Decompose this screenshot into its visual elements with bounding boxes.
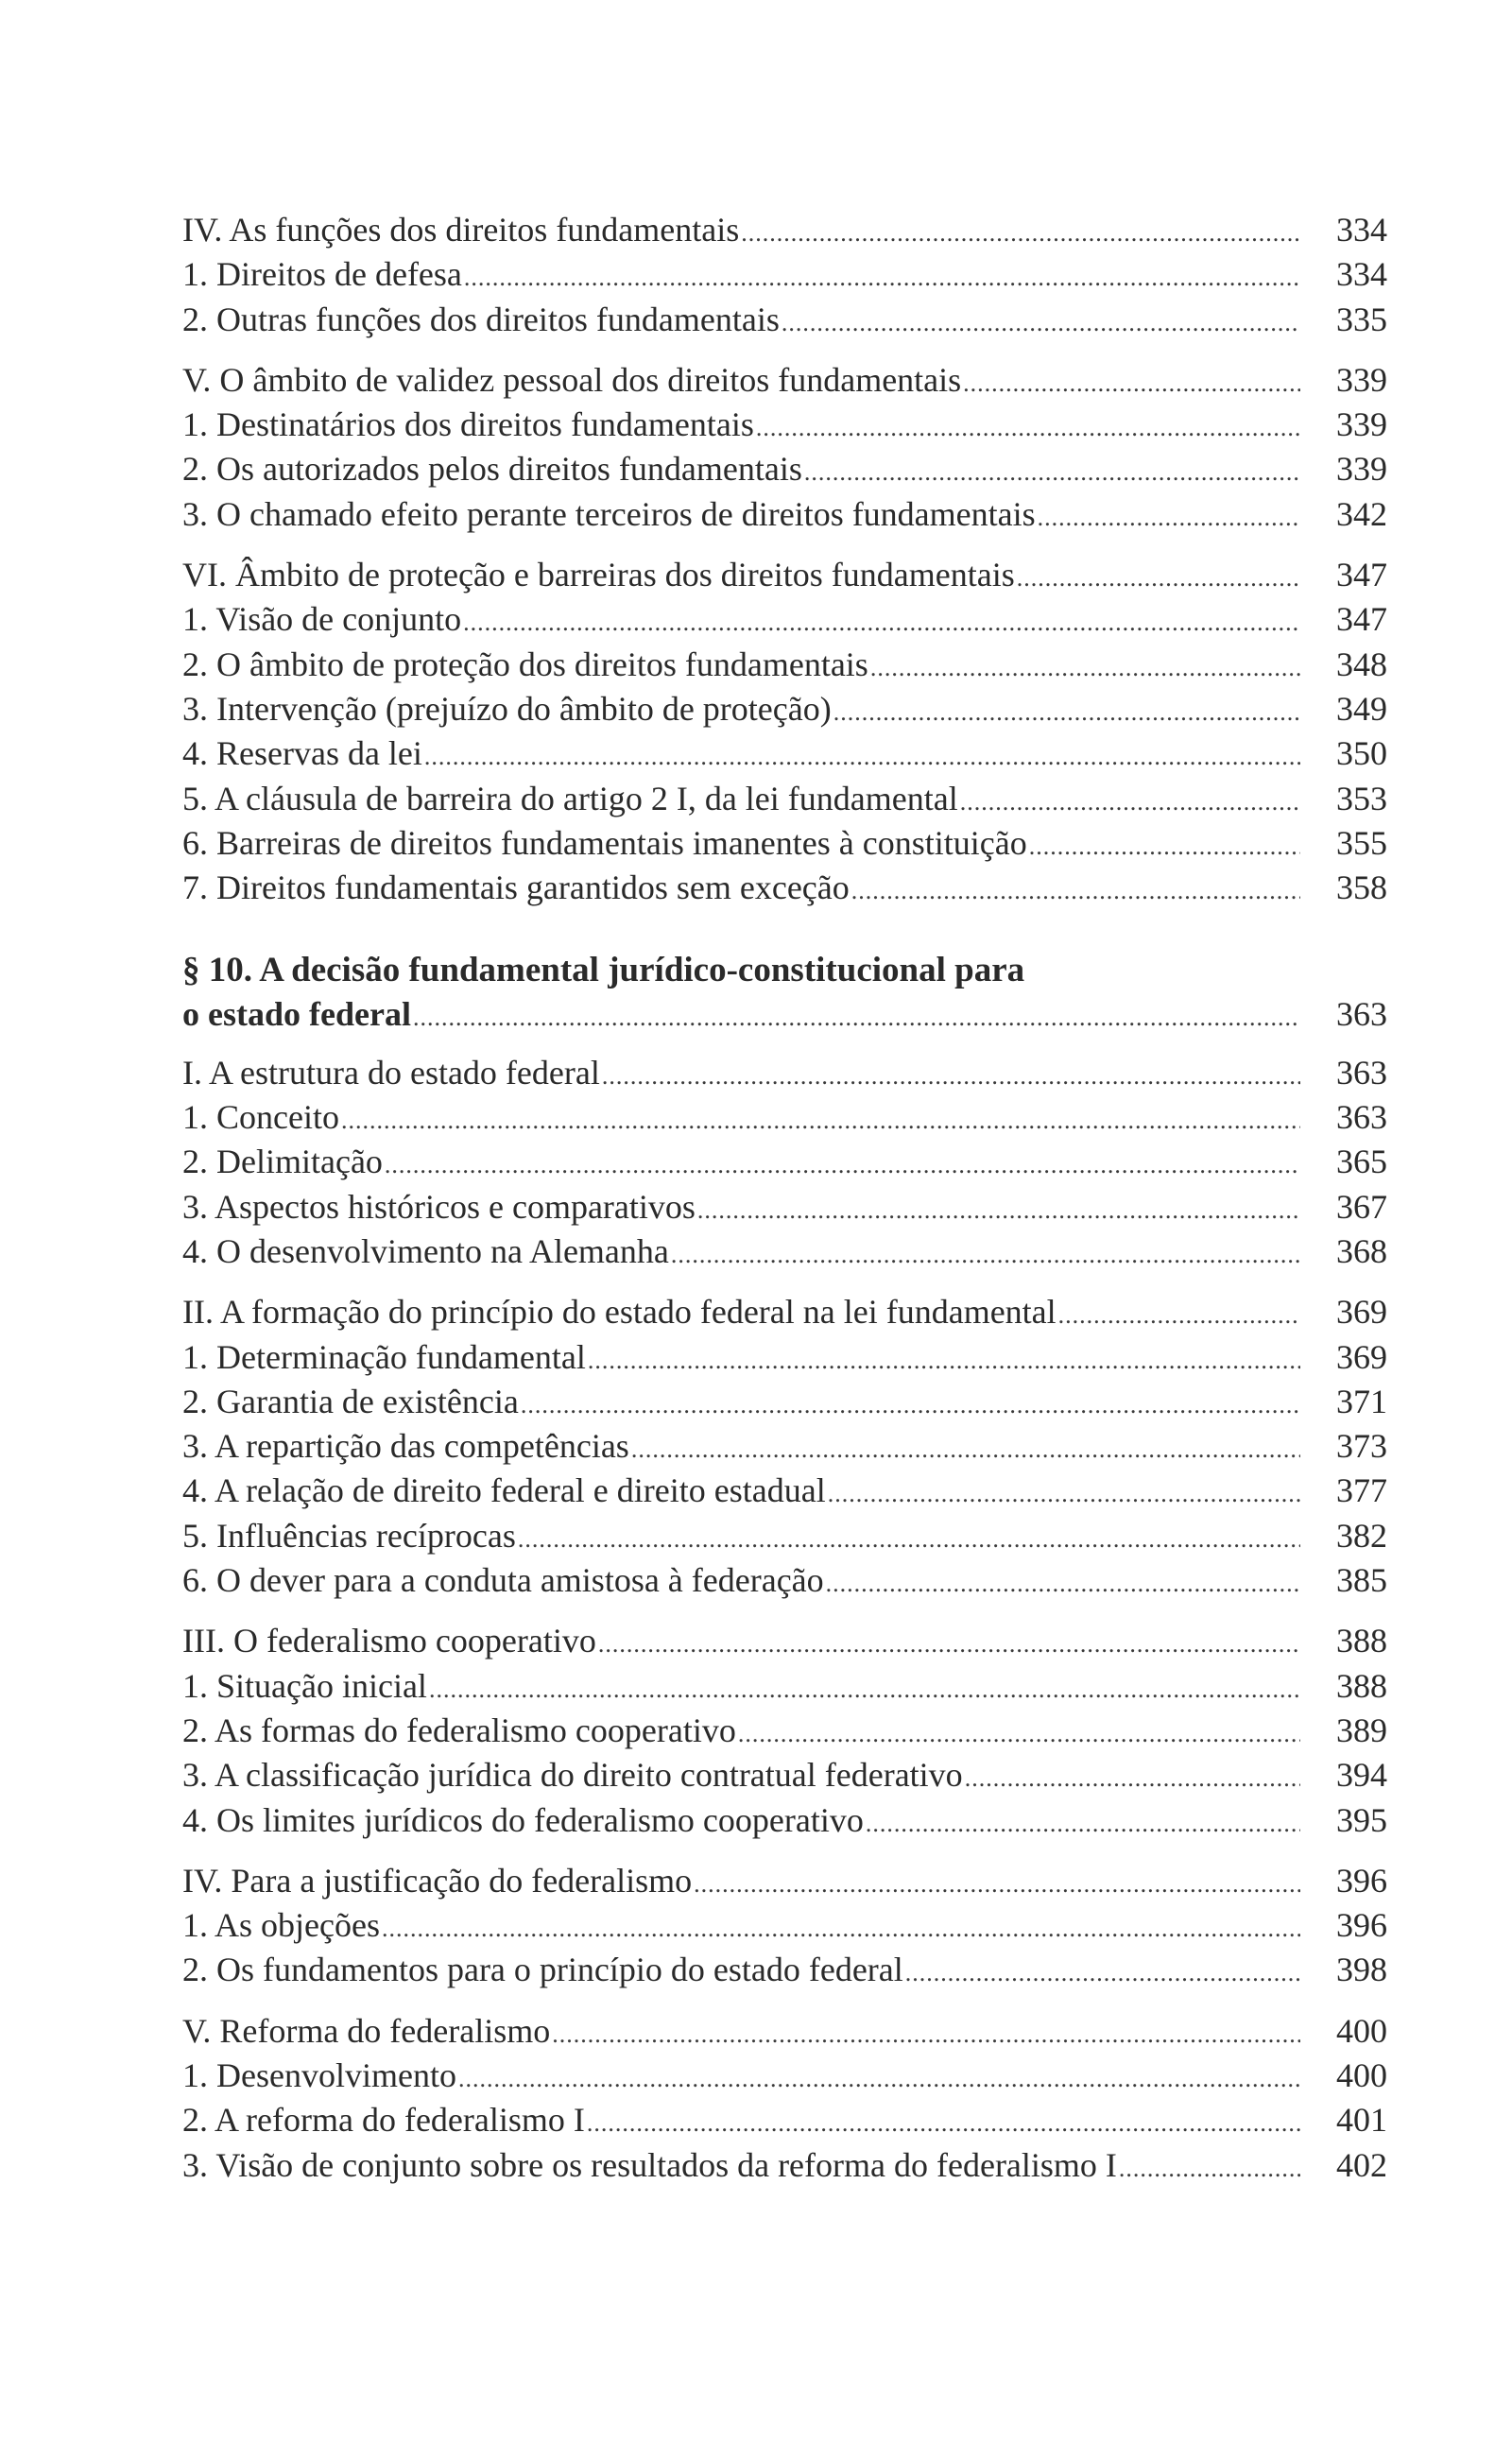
toc-entry-title: 1. Determinação fundamental (182, 1337, 586, 1376)
toc-page-number: 339 (1336, 360, 1387, 399)
dot-leader (826, 1561, 1300, 1606)
dot-leader (1029, 824, 1300, 868)
toc-entry (182, 687, 1387, 731)
toc-page-number: 348 (1336, 645, 1387, 683)
toc-page-number: 396 (1336, 1906, 1387, 1945)
toc-entry (182, 1290, 1387, 1334)
toc-entry (182, 1424, 1387, 1469)
toc-entry (182, 1903, 1387, 1948)
toc-entry (182, 208, 1387, 252)
toc-entry-title: 2. Delimitação (182, 1143, 383, 1181)
dot-leader (694, 1862, 1300, 1906)
toc-entry-title: 3. A repartição das competências (182, 1427, 629, 1466)
toc-page-number: 363 (1336, 1053, 1387, 1092)
toc-page-number: 396 (1336, 1861, 1387, 1900)
toc-entry-title: IV. Para a justificação do federalismo (182, 1861, 693, 1900)
dot-leader (385, 1143, 1300, 1187)
chapter-title-line: o estado federal (182, 995, 411, 1034)
toc-entry (182, 1051, 1387, 1095)
dot-leader (598, 1622, 1300, 1666)
dot-leader (1038, 495, 1300, 540)
toc-entry-title: 4. A relação de direito federal e direito estadual (182, 1471, 826, 1510)
dot-leader (588, 1338, 1300, 1383)
dot-leader (458, 2056, 1300, 2101)
toc-entry-title: V. Reforma do federalismo (182, 2011, 551, 2050)
dot-leader (521, 1383, 1300, 1427)
dot-leader (518, 1517, 1300, 1561)
dot-leader (382, 1906, 1300, 1951)
toc-page-number: 349 (1336, 689, 1387, 728)
dot-leader (963, 361, 1300, 405)
toc-entry (182, 992, 1387, 1037)
dot-leader (870, 645, 1300, 690)
toc-page-number: 358 (1336, 868, 1387, 907)
toc-entry (182, 252, 1387, 297)
toc-page-number: 377 (1336, 1471, 1387, 1510)
dot-leader (464, 255, 1300, 300)
toc-group (182, 1859, 1387, 1993)
toc-page-number: 342 (1336, 494, 1387, 533)
toc-entry (182, 2009, 1387, 2054)
toc-entry (182, 2098, 1387, 2142)
toc-entry (182, 1230, 1387, 1274)
toc-page-number: 339 (1336, 405, 1387, 444)
toc-page-number: 368 (1336, 1231, 1387, 1270)
toc-page-number: 400 (1336, 2055, 1387, 2094)
toc-entry (182, 1859, 1387, 1903)
toc-page-number: 400 (1336, 2011, 1387, 2050)
toc-entry-title: 4. O desenvolvimento na Alemanha (182, 1231, 669, 1270)
toc-entry (182, 1380, 1387, 1424)
toc-page-number: 388 (1336, 1622, 1387, 1660)
dot-leader (1058, 1293, 1300, 1337)
toc-entry (182, 866, 1387, 910)
toc-entry (182, 821, 1387, 866)
toc-entry-title: IV. As funções dos direitos fundamentais (182, 211, 740, 249)
toc-entry (182, 1709, 1387, 1753)
toc-entry (182, 1140, 1387, 1184)
toc-entry (182, 447, 1387, 491)
toc-entry (182, 298, 1387, 342)
toc-entry-title: 3. Visão de conjunto sobre os resultados da reforma do federalismo I (182, 2145, 1117, 2184)
toc-entry-title: II. A formação do princípio do estado federal na lei fundamental (182, 1293, 1057, 1332)
toc-page-number: 402 (1336, 2145, 1387, 2184)
toc-page-number: 347 (1336, 556, 1387, 594)
toc-entry (182, 1753, 1387, 1797)
toc-entry-title: 2. Garantia de existência (182, 1382, 519, 1420)
dot-leader (866, 1801, 1300, 1846)
toc-entry-title: 3. O chamado efeito perante terceiros de direitos fundamentais (182, 494, 1036, 533)
toc-entry (182, 1798, 1387, 1843)
chapter-title-line: § 10. A decisão fundamental jurídico-constitucional para (182, 951, 1025, 990)
toc-entry (182, 553, 1387, 597)
toc-page-number: 401 (1336, 2101, 1387, 2140)
toc-group (182, 1290, 1387, 1603)
toc-entry-title: 1. As objeções (182, 1906, 380, 1945)
toc-entry-title: 5. A cláusula de barreira do artigo 2 I, da lei fundamental (182, 779, 958, 817)
toc-entry-title: 1. Destinatários dos direitos fundamentais (182, 405, 754, 444)
toc-page-number: 350 (1336, 734, 1387, 773)
toc-page-number: 371 (1336, 1382, 1387, 1420)
dot-leader (429, 1667, 1300, 1711)
toc-page-number: 389 (1336, 1711, 1387, 1749)
toc-entry-title: 4. Os limites jurídicos do federalismo cooperativo (182, 1800, 864, 1839)
toc-entry-title: 2. As formas do federalismo cooperativo (182, 1711, 736, 1749)
toc-page-number: 353 (1336, 779, 1387, 817)
toc-page-number: 369 (1336, 1293, 1387, 1332)
dot-leader (587, 2101, 1300, 2145)
dot-leader (965, 1756, 1300, 1800)
toc-entry-title: 1. Situação inicial (182, 1666, 427, 1705)
toc-page-number: 339 (1336, 450, 1387, 489)
dot-leader (851, 868, 1300, 913)
toc-group (182, 2009, 1387, 2188)
toc-entry-title: 2. Os autorizados pelos direitos fundamentais (182, 450, 802, 489)
toc-entry-title: 3. Aspectos históricos e comparativos (182, 1187, 696, 1226)
toc-entry (182, 1948, 1387, 1992)
dot-leader (413, 995, 1300, 1040)
dot-leader (341, 1098, 1300, 1143)
dot-leader (631, 1427, 1300, 1471)
toc-entry (182, 1335, 1387, 1380)
dot-leader (960, 780, 1300, 824)
toc-entry-title: 2. Os fundamentos para o princípio do estado federal (182, 1951, 903, 1989)
toc-entry-title: 3. A classificação jurídica do direito contratual federativo (182, 1756, 963, 1795)
toc-entry (182, 1469, 1387, 1513)
toc-entry (182, 1185, 1387, 1230)
dot-leader (697, 1188, 1300, 1232)
toc-entry-title: 3. Intervenção (prejuízo do âmbito de proteção) (182, 689, 832, 728)
toc-page-number: 369 (1336, 1337, 1387, 1376)
toc-page-number: 334 (1336, 255, 1387, 294)
toc-group (182, 208, 1387, 342)
toc-page-number: 394 (1336, 1756, 1387, 1795)
dot-leader (463, 600, 1300, 645)
toc-page-number: 365 (1336, 1143, 1387, 1181)
toc-entry-title: I. A estrutura do estado federal (182, 1053, 600, 1092)
toc-page-number: 388 (1336, 1666, 1387, 1705)
dot-leader (602, 1054, 1300, 1098)
toc-page-number: 363 (1336, 1098, 1387, 1137)
chapter-heading (182, 948, 1387, 1037)
dot-leader (804, 450, 1300, 494)
toc-entry-title: VI. Âmbito de proteção e barreiras dos direitos fundamentais (182, 556, 1015, 594)
toc-entry-title: 1. Visão de conjunto (182, 600, 462, 639)
toc-entry (182, 597, 1387, 642)
toc-entry-title: 6. Barreiras de direitos fundamentais imanentes à constituição (182, 823, 1027, 862)
toc-entry-title: 2. O âmbito de proteção dos direitos fundamentais (182, 645, 868, 683)
toc-page-number: 385 (1336, 1561, 1387, 1600)
toc-page-number: 398 (1336, 1951, 1387, 1989)
toc-entry (182, 1558, 1387, 1603)
toc-entry (182, 492, 1387, 537)
toc-group (182, 1619, 1387, 1842)
dot-leader (833, 690, 1300, 734)
toc-entry (182, 777, 1387, 821)
toc-entry (182, 358, 1387, 403)
toc-entry-title: 7. Direitos fundamentais garantidos sem exceção (182, 868, 850, 907)
toc-entry (182, 1664, 1387, 1709)
toc-entry-title: 6. O dever para a conduta amistosa à federação (182, 1561, 824, 1600)
toc-entry (182, 2143, 1387, 2188)
toc-group (182, 1051, 1387, 1274)
toc-page-number: 367 (1336, 1187, 1387, 1226)
dot-leader (741, 211, 1300, 255)
dot-leader (828, 1471, 1300, 1516)
dot-leader (671, 1232, 1300, 1277)
table-of-contents (182, 208, 1387, 2204)
dot-leader (782, 301, 1300, 345)
toc-entry (182, 643, 1387, 687)
toc-entry (182, 403, 1387, 447)
toc-page-number: 335 (1336, 300, 1387, 338)
toc-entry-title: 1. Conceito (182, 1098, 339, 1137)
toc-entry-title: 5. Influências recíprocas (182, 1516, 516, 1555)
toc-entry-title: 1. Direitos de defesa (182, 255, 462, 294)
toc-entry-title: III. O federalismo cooperativo (182, 1622, 596, 1660)
toc-entry-title: 2. A reforma do federalismo I (182, 2101, 585, 2140)
toc-entry-title: V. O âmbito de validez pessoal dos direitos fundamentais (182, 360, 962, 399)
toc-entry (182, 2054, 1387, 2098)
toc-page-number: 382 (1336, 1516, 1387, 1555)
dot-leader (1017, 556, 1300, 600)
toc-page-number: 347 (1336, 600, 1387, 639)
toc-entry (182, 1095, 1387, 1140)
toc-entry (182, 731, 1387, 776)
dot-leader (756, 405, 1300, 450)
toc-entry-title: 1. Desenvolvimento (182, 2055, 456, 2094)
toc-entry-title: 2. Outras funções dos direitos fundamentais (182, 300, 780, 338)
dot-leader (1119, 2146, 1300, 2191)
toc-group (182, 553, 1387, 910)
dot-leader (424, 734, 1300, 779)
toc-entry (182, 1514, 1387, 1558)
toc-entry (182, 1619, 1387, 1663)
toc-group (182, 358, 1387, 537)
dot-leader (905, 1951, 1300, 1995)
dot-leader (738, 1711, 1300, 1756)
toc-page-number: 395 (1336, 1800, 1387, 1839)
dot-leader (552, 2012, 1300, 2056)
toc-entry-title: 4. Reservas da lei (182, 734, 422, 773)
toc-page-number: 363 (1336, 995, 1387, 1034)
toc-page-number: 355 (1336, 823, 1387, 862)
toc-page-number: 334 (1336, 211, 1387, 249)
toc-page-number: 373 (1336, 1427, 1387, 1466)
